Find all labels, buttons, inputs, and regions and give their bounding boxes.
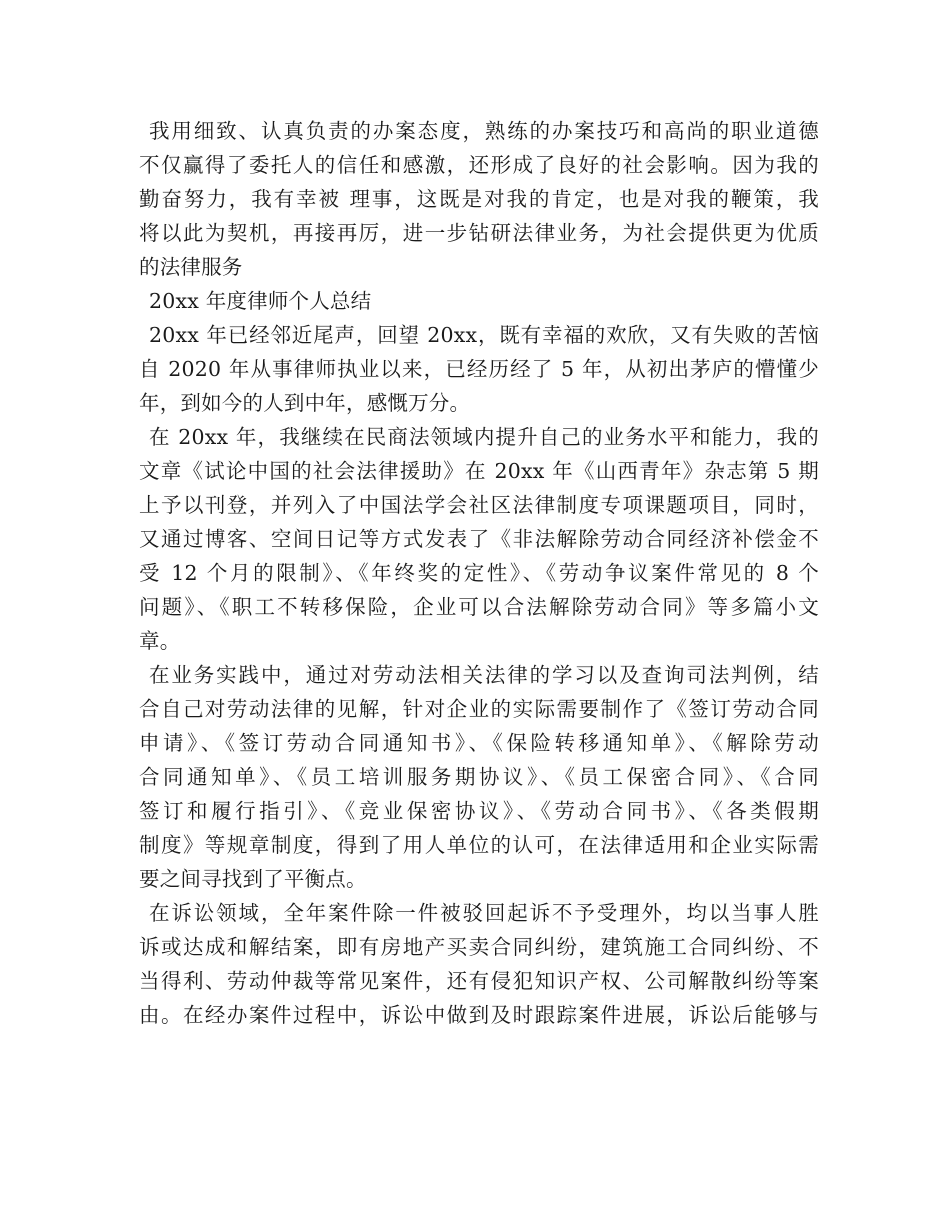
text-line: 年，到如今的人到中年，感慨万分。 <box>139 391 471 415</box>
text-line: 不仅赢得了委托人的信任和感激，还形成了良好的社会影响。因为我的 <box>139 153 819 177</box>
text-line: 上予以刊登，并列入了中国法学会社区法律制度专项课题项目，同时， <box>139 493 819 517</box>
text-line: 要之间寻找到了平衡点。 <box>139 867 367 891</box>
text-line: 制度》等规章制度，得到了用人单位的认可，在法律适用和企业实际需 <box>139 833 819 857</box>
text-line: 我用细致、认真负责的办案态度，熟练的办案技巧和高尚的职业道德 <box>149 119 819 143</box>
text-line: 当得利、劳动仲裁等常见案件，还有侵犯知识产权、公司解散纠纷等案 <box>139 969 819 993</box>
text-line: 20xx 年已经邻近尾声，回望 20xx，既有幸福的欢欣，又有失败的苦恼 <box>149 323 819 347</box>
document-body <box>139 114 819 1032</box>
text-line: 的法律服务 <box>139 255 243 279</box>
text-line: 在 20xx 年，我继续在民商法领域内提升自己的业务水平和能力，我的 <box>149 425 819 449</box>
text-line: 20xx 年度律师个人总结 <box>149 289 372 313</box>
text-line: 诉或达成和解结案，即有房地产买卖合同纠纷，建筑施工合同纠纷、不 <box>139 935 819 959</box>
text-line: 签订和履行指引》、《竞业保密协议》、《劳动合同书》、《各类假期 <box>139 799 819 823</box>
text-line: 将以此为契机，再接再厉，进一步钻研法律业务，为社会提供更为优质 <box>139 221 819 245</box>
text-line: 自 2020 年从事律师执业以来，已经历经了 5 年，从初出茅庐的懵懂少 <box>139 357 819 381</box>
text-line: 又通过博客、空间日记等方式发表了《非法解除劳动合同经济补偿金不 <box>139 527 819 551</box>
text-line: 章。 <box>139 629 181 653</box>
text-line: 合同通知单》、《员工培训服务期协议》、《员工保密合同》、《合同 <box>139 765 819 789</box>
text-line: 在业务实践中，通过对劳动法相关法律的学习以及查询司法判例，结 <box>149 663 819 687</box>
text-line: 申请》、《签订劳动合同通知书》、《保险转移通知单》、《解除劳动 <box>139 731 819 755</box>
text-line: 合自己对劳动法律的见解，针对企业的实际需要制作了《签订劳动合同 <box>139 697 819 721</box>
text-line: 受 12 个月的限制》、《年终奖的定性》、《劳动争议案件常见的 8 个 <box>139 561 819 585</box>
text-line: 在诉讼领域，全年案件除一件被驳回起诉不予受理外，均以当事人胜 <box>149 901 819 925</box>
text-line: 勤奋努力，我有幸被 理事，这既是对我的肯定，也是对我的鞭策，我 <box>139 187 819 211</box>
text-line: 文章《试论中国的社会法律援助》在 20xx 年《山西青年》杂志第 5 期 <box>139 459 819 483</box>
text-line: 问题》、《职工不转移保险，企业可以合法解除劳动合同》等多篇小文 <box>139 595 819 619</box>
text-line: 由。在经办案件过程中，诉讼中做到及时跟踪案件进展，诉讼后能够与 <box>139 1003 819 1027</box>
